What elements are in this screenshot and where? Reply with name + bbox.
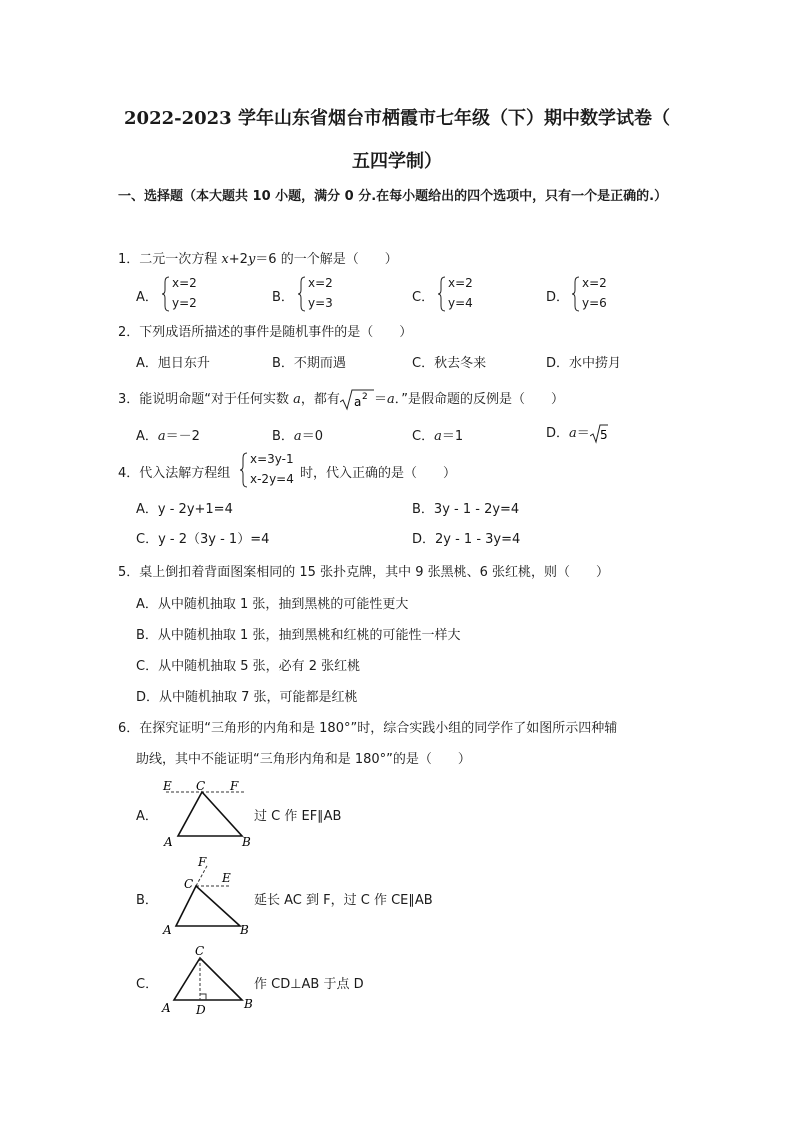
exam-title-line2: 五四学制） — [352, 151, 442, 172]
question-2-stem: 2．下列成语所描述的事件是随机事件的是（ ） — [118, 325, 413, 340]
sqrt-exponent: 2 — [361, 391, 368, 402]
question-4-stem-tail: 时，代入正确的是（ ） — [300, 466, 457, 481]
figure-b-point-b: B — [240, 923, 249, 936]
question-4-option-a: A．y - 2y+1=4 — [136, 502, 233, 517]
question-2-option-a: A．旭日东升 — [136, 356, 210, 371]
exam-title-line1: 2022-2023 学年山东省烟台市栖霞市七年级（下）期中数学试卷（ — [124, 108, 670, 129]
figure-b-caption: 延长 AC 到 F，过 C 作 CE∥AB — [254, 893, 433, 908]
figure-c-caption: 作 CD⊥AB 于点 D — [254, 977, 364, 992]
question-6-option-b-label: B． — [136, 893, 158, 908]
figure-a-point-f: F — [230, 779, 239, 793]
question-4-option-d: D．2y - 1 - 3y=4 — [412, 532, 521, 547]
figure-c-point-c: C — [195, 944, 205, 958]
question-4-stem: 4．代入法解方程组 — [118, 466, 231, 481]
exam-page: 2022-2023 学年山东省烟台市栖霞市七年级（下）期中数学试卷（ 五四学制） 一、选择题（本大题共 10 小题，满分 0 分.在每小题给出的四个选项中，只有一个是正确的.） 1．二元一次方程 x+2y＝6 的一个解是（ ） A． x=2 y=2 B． x=2 y=3 C． x=2 y=4 D． x=2 y=6 2．下列成语所描述的事件是随机事件的是（ ） A．旭日东升 B．不期而遇 C．秋去冬来 D．水中捞月 3．能说明命题“对于任何实数 a，都有 a 2 ＝a．”是假命题的反例是（ ） A．a＝－2 B．a＝0 C．a＝1 D．a＝ 5 4．代入法解方程组 x=3y-1 x-2y=4 时，代入正确的是（ ） A．y - 2y+1=4 B．3y - 1 - 2y=4 C．y - 2（3y - 1）=4 D．2y - 1 - 3y=4 5．桌上倒扣着背面图案相同的 15 张扑克牌，其中 9 张黑桃、6 张红桃，则（ ） A．从中随机抽取 1 张，抽到黑桃的可能性更大 B．从中随机抽取 1 张，抽到黑桃和红桃的可能性一样大 C．从中随机抽取 5 张，必有 2 张红桃 D．从中随机抽取 7 张，可能都是红桃 6．在探究证明“三角形的内角和是 180°”时，综合实践小组的同学作了如图所示四种辅 助线，其中不能证明“三角形内角和是 180°”的是（ ） A． E C F A B 过 C 作 EF∥AB B． F C E A B 延长 AC 到 F，过 C 作 CE∥AB C． C A D B 作 CD⊥AB 于点 D — [0, 0, 794, 1123]
question-3-option-c: C．a＝1 — [412, 429, 464, 444]
question-6-stem-line1: 6．在探究证明“三角形的内角和是 180°”时，综合实践小组的同学作了如图所示四种辅 — [118, 721, 618, 736]
figure-c-point-b: B — [244, 997, 253, 1011]
figure-b-point-a: A — [163, 923, 172, 936]
question-3-option-b: B．a＝0 — [272, 429, 323, 444]
question-4-option-b: B．3y - 1 - 2y=4 — [412, 502, 520, 517]
figure-a-point-e: E — [163, 779, 172, 793]
question-2-option-d: D．水中捞月 — [546, 356, 622, 371]
figure-a-point-a: A — [164, 835, 173, 849]
question-5-stem: 5．桌上倒扣着背面图案相同的 15 张扑克牌，其中 9 张黑桃、6 张红桃，则（ ） — [118, 565, 610, 580]
question-2-option-b: B．不期而遇 — [272, 356, 346, 371]
figure-c-point-a: A — [162, 1001, 171, 1015]
figure-b-triangle — [160, 856, 260, 936]
figure-a-triangle — [160, 778, 260, 850]
section-heading: 一、选择题（本大题共 10 小题，满分 0 分.在每小题给出的四个选项中，只有一个是正确的.） — [118, 189, 668, 204]
figure-b-point-e: E — [222, 871, 231, 885]
question-4-option-c: C．y - 2（3y - 1）=4 — [136, 532, 270, 547]
sqrt-radicand-5: 5 — [599, 427, 608, 442]
figure-a-point-c: C — [196, 779, 206, 793]
question-3-option-a: A．a＝－2 — [136, 429, 200, 444]
question-5-option-d: D．从中随机抽取 7 张，可能都是红桃 — [136, 690, 358, 705]
figure-c-triangle — [160, 942, 260, 1020]
question-5-option-c: C．从中随机抽取 5 张，必有 2 张红桃 — [136, 659, 361, 674]
question-5-option-a: A．从中随机抽取 1 张，抽到黑桃的可能性更大 — [136, 597, 409, 612]
sqrt-radicand: a — [353, 394, 362, 409]
question-1-option-c: C． — [412, 290, 435, 305]
question-1-option-b: B． — [272, 290, 294, 305]
question-6-option-c-label: C． — [136, 977, 159, 992]
question-6-option-a-label: A． — [136, 809, 158, 824]
sqrt-expression — [340, 389, 374, 411]
question-1-stem: 1．二元一次方程 x+2y＝6 的一个解是（ ） — [118, 252, 398, 267]
figure-b-point-c: C — [184, 877, 194, 891]
figure-b-point-f: F — [198, 856, 207, 869]
question-6-stem-line2: 助线，其中不能证明“三角形内角和是 180°”的是（ ） — [136, 752, 471, 767]
question-3-stem: 3．能说明命题“对于任何实数 a，都有 a 2 ＝a．”是假命题的反例是（ ） — [118, 388, 564, 411]
question-1-option-d: D． — [546, 290, 570, 305]
figure-a-caption: 过 C 作 EF∥AB — [254, 809, 342, 824]
question-2-option-c: C．秋去冬来 — [412, 356, 487, 371]
question-1-option-a: A． — [136, 290, 158, 305]
question-5-option-b: B．从中随机抽取 1 张，抽到黑桃和红桃的可能性一样大 — [136, 628, 461, 643]
figure-a-point-b: B — [242, 835, 251, 849]
figure-c-point-d: D — [196, 1003, 206, 1017]
question-3-option-d: D．a＝ 5 — [546, 426, 608, 442]
